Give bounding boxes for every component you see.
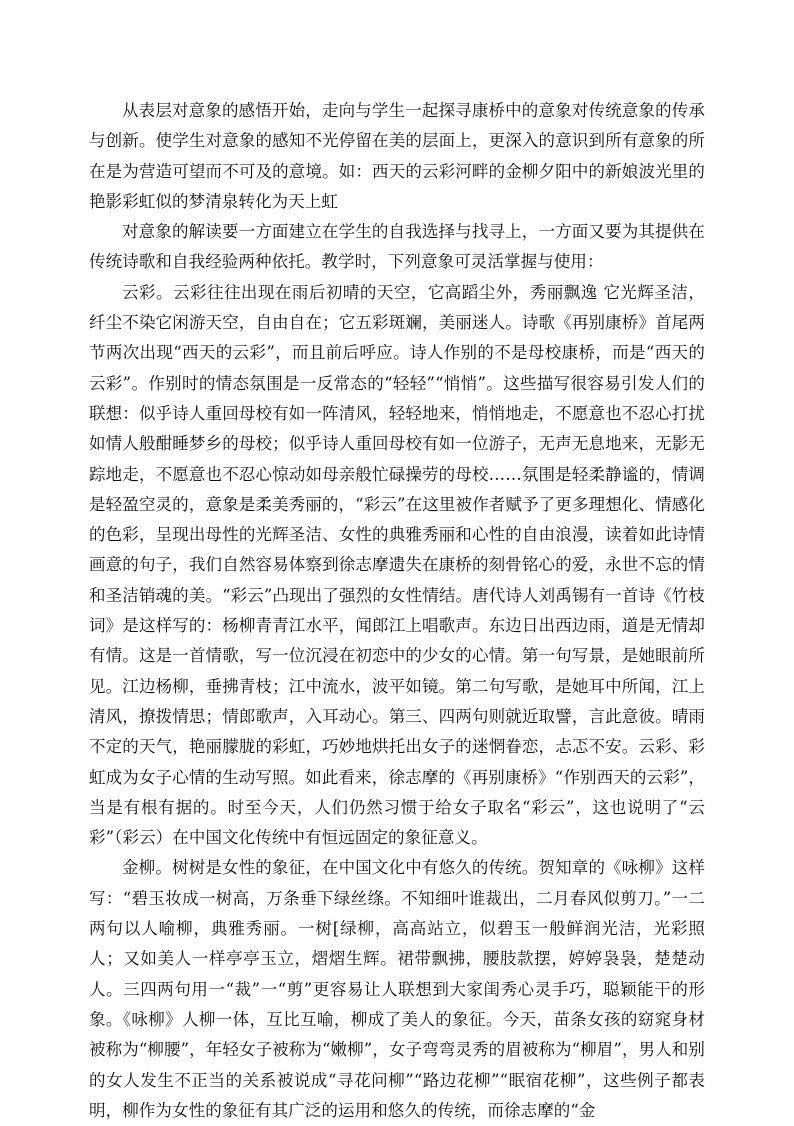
paragraph-cloud: 云彩。云彩往往出现在雨后初晴的天空，它高蹈尘外，秀丽飘逸 它光辉圣洁，纤尘不染它闲游天空，自由自在；它五彩斑斓，美丽迷人。诗歌《再别康桥》首尾两节两次出现“西天的云彩”，而且前后呼应。诗人作别的不是母校康桥，而是“西天的云彩”。作别时的情态氛围是一反常态的“轻轻”“悄悄”。这些描写很容易引发人们的联想：似乎诗人重回母校有如一阵清风，轻轻地来，悄悄地走，不愿意也不忍心打扰如情人般酣睡梦乡的母校；似乎诗人重回母校有如一位游子，无声无息地来，无影无踪地走，不愿意也不忍心惊动如母亲般忙碌操劳的母校……氛围是轻柔静谧的，情调是轻盈空灵的，意象是柔美秀丽的，“彩云”在这里被作者赋予了更多理想化、情感化的色彩，呈现出母性的光辉圣洁、女性的典雅秀丽和心性的自由浪漫，读着如此诗情画意的句子，我们自然容易体察到徐志摩遗失在康桥的刻骨铭心的爱，永世不忘的情和圣洁销魂的美。“彩云”凸现出了强烈的女性情结。唐代诗人刘禹锡有一首诗《竹枝词》是这样写的：杨柳青青江水平，闻郎江上唱歌声。东边日出西边雨，道是无情却有情。这是一首情歌，写一位沉浸在初恋中的少女的心情。第一句写景，是她眼前所见。江边杨柳，垂拂青枝；江中流水，波平如镜。第二句写歌，是她耳中所闻，江上清风，撩拨情思；情郎歌声，入耳动心。第三、四两句则就近取譬，言此意彼。晴雨不定的天气，艳丽朦胧的彩虹，巧妙地烘托出女子的迷惘眷恋，忐忑不安。云彩、彩虹成为女子心情的生动写照。如此看来，徐志摩的《再别康桥》“作别西天的云彩”，当是有根有据的。时至今天，人们仍然习惯于给女子取名“彩云”，这也说明了“云彩”（彩云）在中国文化传统中有恒远固定的象征意义。 [89, 282, 705, 848]
paragraph-willow: 金柳。树树是女性的象征，在中国文化中有悠久的传统。贺知章的《咏柳》这样写：“碧玉妆成一树高，万条垂下绿丝绦。不知细叶谁裁出，二月春风似剪刀。”一二两句以人喻柳，典雅秀丽。一树[绿柳，高高站立，似碧玉一般鲜润光洁，光彩照人；又如美人一样亭亭玉立，熠熠生辉。裙带飘拂，腰肢款摆，婷婷袅袅，楚楚动人。三四两句用一“裁”一“剪”更容易让人联想到大家闺秀心灵手巧，聪颖能干的形象。《咏柳》人柳一体，互比互喻，柳成了美人的象征。今天，苗条女孩的窈窕身材被称为“柳腰”，年轻女子被称为“嫩柳”，女子弯弯灵秀的眉被称为“柳眉”，男人和别的女人发生不正当的关系被说成“寻花问柳”“路边花柳”“眠宿花柳”，这些例子都表明，柳作为女性的象征有其广泛的运用和悠久的传统，而徐志摩的“金 [89, 858, 705, 1120]
paragraph-intro: 从表层对意象的感悟开始，走向与学生一起探寻康桥中的意象对传统意象的传承与创新。使学生对意象的感知不光停留在美的层面上，更深入的意识到所有意象的所在是为营造可望而不可及的意境。如：西天的云彩河畔的金柳夕阳中的新娘波光里的艳影彩虹似的梦清泉转化为天上虹 [89, 101, 705, 211]
paragraph-method: 对意象的解读要一方面建立在学生的自我选择与找寻上，一方面又要为其提供在传统诗歌和自我经验两种依托。教学时，下列意象可灵活掌握与使用： [89, 222, 705, 272]
